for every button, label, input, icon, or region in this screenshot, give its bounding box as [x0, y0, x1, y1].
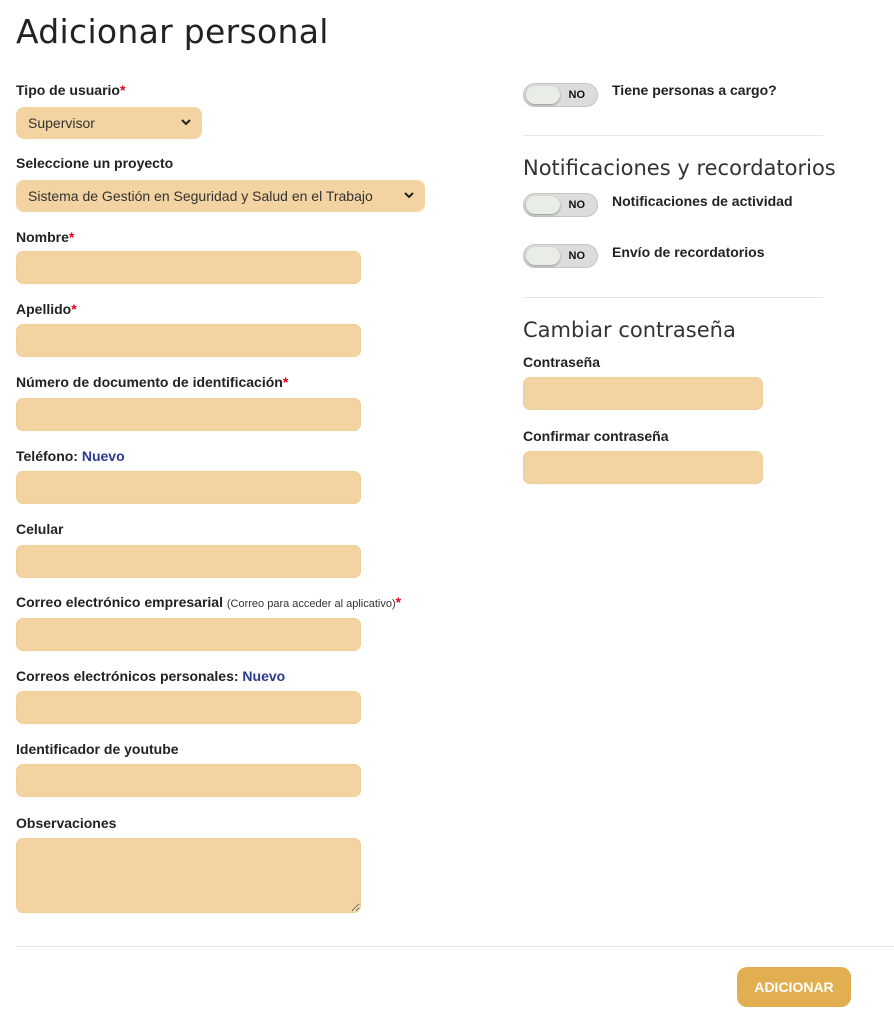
personas-cargo-label: Tiene personas a cargo? — [612, 82, 777, 98]
contrasena-label: Contraseña — [523, 354, 601, 370]
youtube-label: Identificador de youtube — [16, 741, 179, 757]
tipo-usuario-value: Supervisor — [28, 115, 95, 131]
envio-recordatorios-label: Envío de recordatorios — [612, 244, 765, 260]
celular-input[interactable] — [16, 545, 361, 578]
required-mark: * — [68, 229, 75, 245]
notificaciones-title: Notificaciones y recordatorios — [523, 156, 836, 180]
required-mark: * — [119, 82, 126, 98]
required-mark: * — [395, 594, 402, 610]
toggle-state: NO — [568, 199, 585, 211]
proyecto-select[interactable] — [16, 180, 425, 212]
observaciones-label: Observaciones — [16, 815, 117, 831]
page-title: Adicionar personal — [16, 12, 329, 51]
tipo-usuario-select[interactable] — [16, 107, 202, 139]
youtube-input[interactable] — [16, 764, 361, 797]
toggle-knob — [526, 247, 560, 265]
contrasena-input[interactable] — [523, 377, 763, 410]
required-mark: * — [282, 374, 289, 390]
telefono-label: Teléfono: Nuevo — [16, 448, 125, 464]
correos-nuevo-link[interactable]: Nuevo — [242, 668, 286, 684]
correo-empresarial-hint: (Correo para acceder al aplicativo) — [226, 598, 396, 610]
documento-input[interactable] — [16, 398, 361, 431]
correos-personales-label: Correos electrónicos personales: Nuevo — [16, 668, 286, 684]
required-mark: * — [71, 301, 77, 317]
celular-label: Celular — [16, 521, 64, 537]
cambiar-contrasena-title: Cambiar contraseña — [523, 318, 736, 342]
chevron-down-icon — [403, 189, 415, 201]
divider — [523, 135, 823, 136]
observaciones-textarea[interactable] — [16, 838, 361, 913]
tipo-usuario-label: Tipo de usuario* — [16, 82, 126, 98]
personas-cargo-toggle[interactable] — [523, 83, 598, 107]
correo-empresarial-input[interactable] — [16, 618, 361, 651]
adicionar-button[interactable]: ADICIONAR — [737, 967, 851, 1007]
proyecto-label: Seleccione un proyecto — [16, 155, 174, 171]
divider — [523, 297, 823, 298]
toggle-state: NO — [568, 89, 585, 101]
correo-empresarial-label: Correo electrónico empresarial (Correo para acceder al aplicativo)* — [16, 594, 402, 610]
telefono-nuevo-link[interactable]: Nuevo — [81, 448, 125, 464]
envio-recordatorios-toggle[interactable] — [523, 244, 598, 268]
nombre-input[interactable] — [16, 251, 361, 284]
telefono-input[interactable] — [16, 471, 361, 504]
toggle-state: NO — [568, 250, 585, 262]
notificaciones-actividad-label: Notificaciones de actividad — [612, 193, 793, 209]
toggle-knob — [526, 86, 560, 104]
documento-label: Número de documento de identificación* — [16, 374, 289, 390]
proyecto-value: Sistema de Gestión en Seguridad y Salud en el Trabajo — [28, 188, 373, 204]
confirmar-contrasena-input[interactable] — [523, 451, 763, 484]
nombre-label: Nombre* — [16, 229, 75, 245]
footer-divider — [16, 946, 894, 947]
correos-personales-input[interactable] — [16, 691, 361, 724]
notificaciones-actividad-toggle[interactable] — [523, 193, 598, 217]
chevron-down-icon — [180, 116, 192, 128]
toggle-knob — [526, 196, 560, 214]
apellido-label: Apellido* — [16, 301, 77, 317]
apellido-input[interactable] — [16, 324, 361, 357]
confirmar-contrasena-label: Confirmar contraseña — [523, 428, 669, 444]
